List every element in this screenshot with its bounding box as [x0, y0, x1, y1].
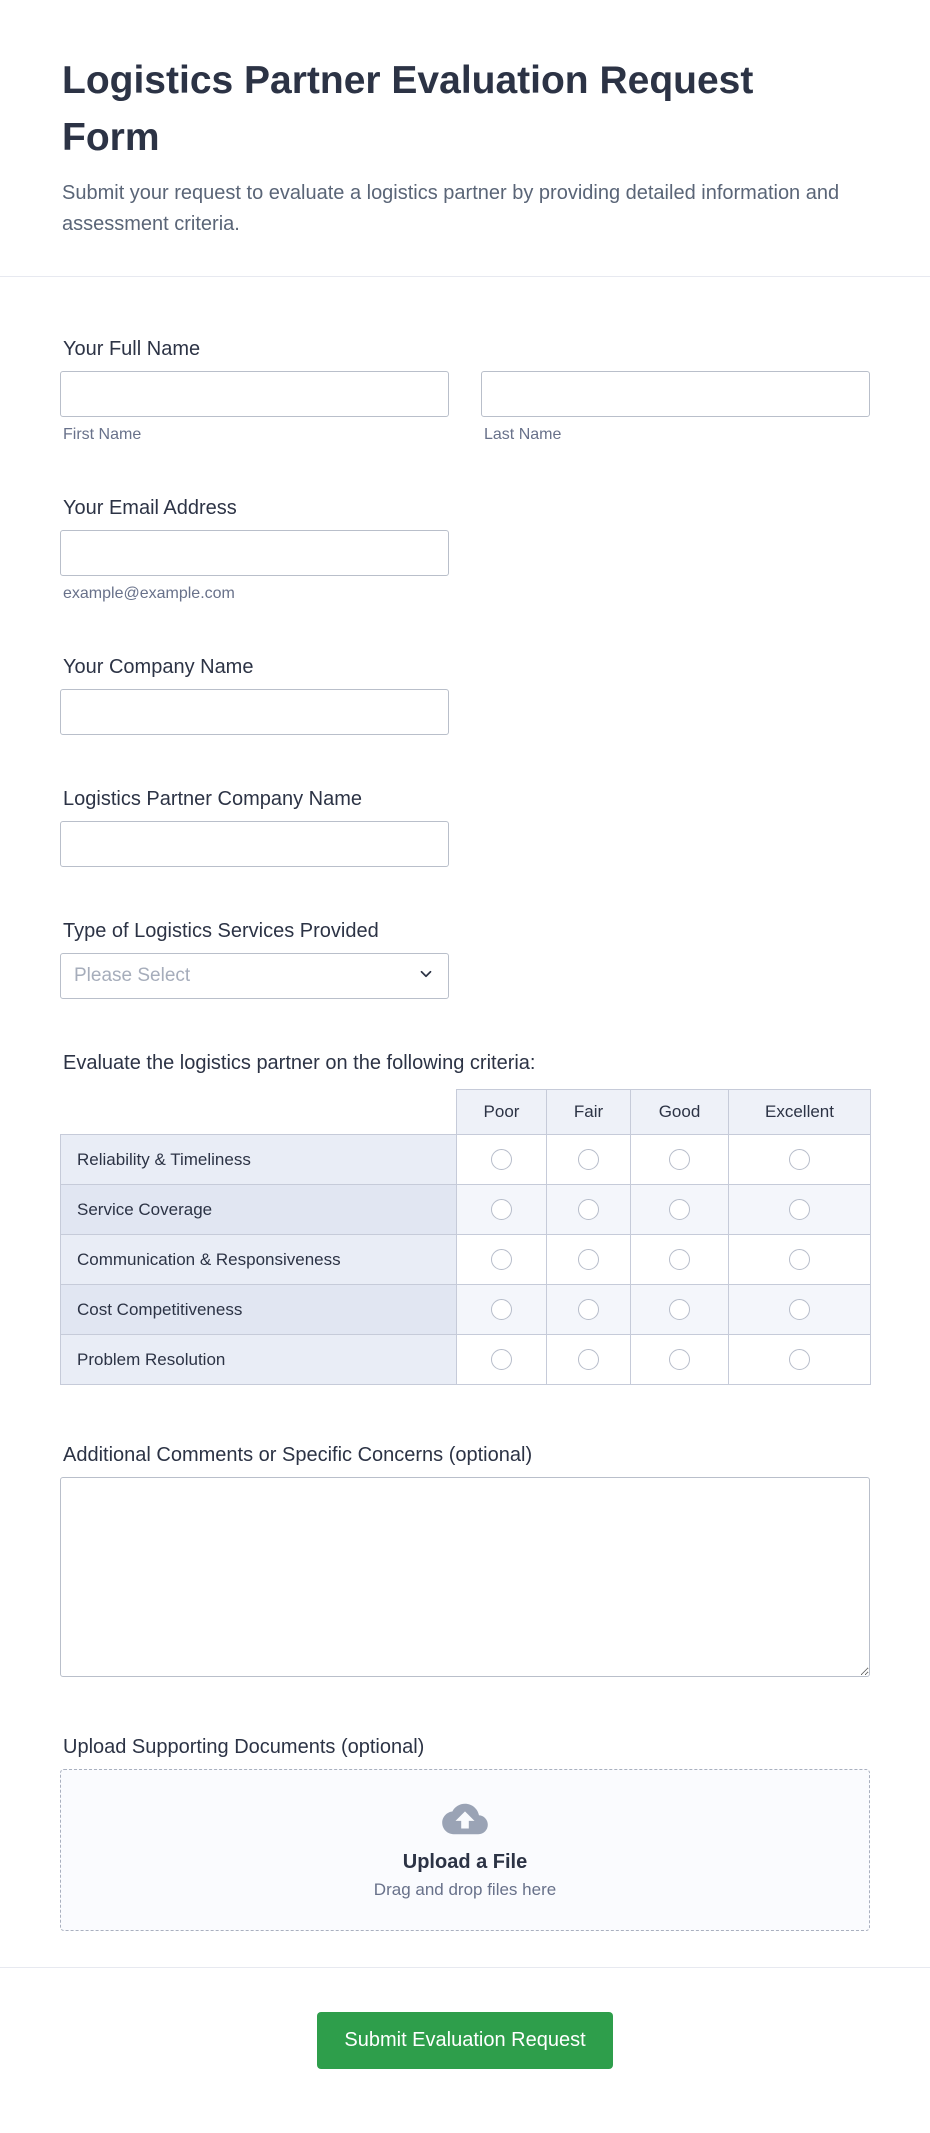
matrix-cell — [457, 1135, 547, 1185]
matrix-cell — [457, 1235, 547, 1285]
matrix-row-label: Cost Competitiveness — [61, 1285, 457, 1335]
matrix-cell — [547, 1235, 631, 1285]
partner-company-input[interactable] — [60, 821, 449, 867]
matrix-radio-2-3[interactable] — [789, 1249, 810, 1270]
matrix-radio-1-2[interactable] — [669, 1199, 690, 1220]
field-company-name — [60, 655, 870, 735]
matrix-cell — [457, 1185, 547, 1235]
matrix-cell — [457, 1285, 547, 1335]
matrix-cell — [457, 1335, 547, 1385]
matrix-radio-4-2[interactable] — [669, 1349, 690, 1370]
matrix-radio-2-2[interactable] — [669, 1249, 690, 1270]
matrix-row-label: Service Coverage — [61, 1185, 457, 1235]
matrix-row — [61, 1185, 871, 1235]
field-email — [60, 496, 870, 603]
matrix-col-header-good: Good — [631, 1090, 729, 1135]
matrix-row — [61, 1135, 871, 1185]
form-title: Logistics Partner Evaluation Request Form — [62, 59, 754, 159]
matrix-row-label: Problem Resolution — [61, 1335, 457, 1385]
matrix-cell — [729, 1135, 871, 1185]
upload-title: Upload a File — [402, 1851, 528, 1873]
matrix-cell — [631, 1235, 729, 1285]
matrix-cell — [729, 1285, 871, 1335]
submit-section — [0, 1968, 930, 2133]
submit-button[interactable]: Submit Evaluation Request — [317, 2012, 612, 2069]
matrix-cell — [631, 1135, 729, 1185]
matrix-corner-cell — [61, 1090, 457, 1135]
chevron-down-icon — [417, 965, 435, 988]
cloud-upload-icon — [442, 1800, 488, 1843]
matrix-header-row — [61, 1090, 871, 1135]
company-name-input[interactable] — [60, 689, 449, 735]
first-name-col — [60, 371, 449, 444]
partner-company-label: Logistics Partner Company Name — [63, 788, 363, 810]
matrix-cell — [729, 1185, 871, 1235]
matrix-radio-2-0[interactable] — [491, 1249, 512, 1270]
matrix-col-header-fair: Fair — [547, 1090, 631, 1135]
evaluation-matrix-table — [60, 1089, 871, 1385]
email-label: Your Email Address — [63, 497, 237, 519]
form-subtitle: Submit your request to evaluate a logistics partner by providing detailed information and assessment criteria. — [62, 182, 840, 235]
matrix-cell — [547, 1335, 631, 1385]
email-sublabel: example@example.com — [63, 585, 235, 602]
last-name-input[interactable] — [481, 371, 870, 417]
matrix-radio-4-3[interactable] — [789, 1349, 810, 1370]
matrix-row-label: Communication & Responsiveness — [61, 1235, 457, 1285]
company-name-label: Your Company Name — [63, 656, 254, 678]
form-header — [0, 0, 930, 276]
matrix-col-header-poor: Poor — [457, 1090, 547, 1135]
matrix-cell — [547, 1135, 631, 1185]
upload-hint: Drag and drop files here — [373, 1880, 557, 1899]
services-select-placeholder: Please Select — [74, 965, 191, 986]
matrix-cell — [547, 1185, 631, 1235]
file-upload-dropzone[interactable] — [60, 1769, 870, 1931]
full-name-inputs — [60, 371, 870, 444]
matrix-radio-3-1[interactable] — [578, 1299, 599, 1320]
comments-label: Additional Comments or Specific Concerns (optional) — [63, 1444, 533, 1466]
matrix-radio-1-1[interactable] — [578, 1199, 599, 1220]
matrix-cell — [631, 1185, 729, 1235]
field-upload — [60, 1735, 870, 1931]
services-select[interactable] — [60, 953, 449, 999]
upload-label: Upload Supporting Documents (optional) — [63, 1736, 425, 1758]
matrix-radio-3-3[interactable] — [789, 1299, 810, 1320]
matrix-row — [61, 1285, 871, 1335]
matrix-radio-3-0[interactable] — [491, 1299, 512, 1320]
matrix-row-label: Reliability & Timeliness — [61, 1135, 457, 1185]
matrix-radio-1-3[interactable] — [789, 1199, 810, 1220]
field-services-type — [60, 919, 870, 999]
email-input[interactable] — [60, 530, 449, 576]
last-name-sublabel: Last Name — [484, 426, 562, 443]
matrix-row — [61, 1335, 871, 1385]
matrix-cell — [631, 1285, 729, 1335]
matrix-cell — [729, 1335, 871, 1385]
matrix-radio-4-1[interactable] — [578, 1349, 599, 1370]
matrix-col-header-excellent: Excellent — [729, 1090, 871, 1135]
matrix-radio-4-0[interactable] — [491, 1349, 512, 1370]
matrix-radio-0-1[interactable] — [578, 1149, 599, 1170]
field-full-name — [60, 337, 870, 444]
comments-textarea[interactable] — [60, 1477, 870, 1677]
full-name-label: Your Full Name — [63, 338, 201, 360]
matrix-radio-0-2[interactable] — [669, 1149, 690, 1170]
field-evaluation-matrix — [60, 1051, 870, 1385]
services-label: Type of Logistics Services Provided — [63, 920, 379, 942]
field-partner-company-name — [60, 787, 870, 867]
matrix-row — [61, 1235, 871, 1285]
matrix-radio-3-2[interactable] — [669, 1299, 690, 1320]
matrix-radio-0-0[interactable] — [491, 1149, 512, 1170]
matrix-label: Evaluate the logistics partner on the following criteria: — [63, 1052, 536, 1074]
matrix-cell — [729, 1235, 871, 1285]
field-comments — [60, 1443, 870, 1677]
matrix-radio-2-1[interactable] — [578, 1249, 599, 1270]
matrix-radio-0-3[interactable] — [789, 1149, 810, 1170]
first-name-input[interactable] — [60, 371, 449, 417]
last-name-col — [481, 371, 870, 444]
matrix-radio-1-0[interactable] — [491, 1199, 512, 1220]
form-body — [0, 277, 930, 1931]
first-name-sublabel: First Name — [63, 426, 142, 443]
matrix-cell — [547, 1285, 631, 1335]
matrix-cell — [631, 1335, 729, 1385]
